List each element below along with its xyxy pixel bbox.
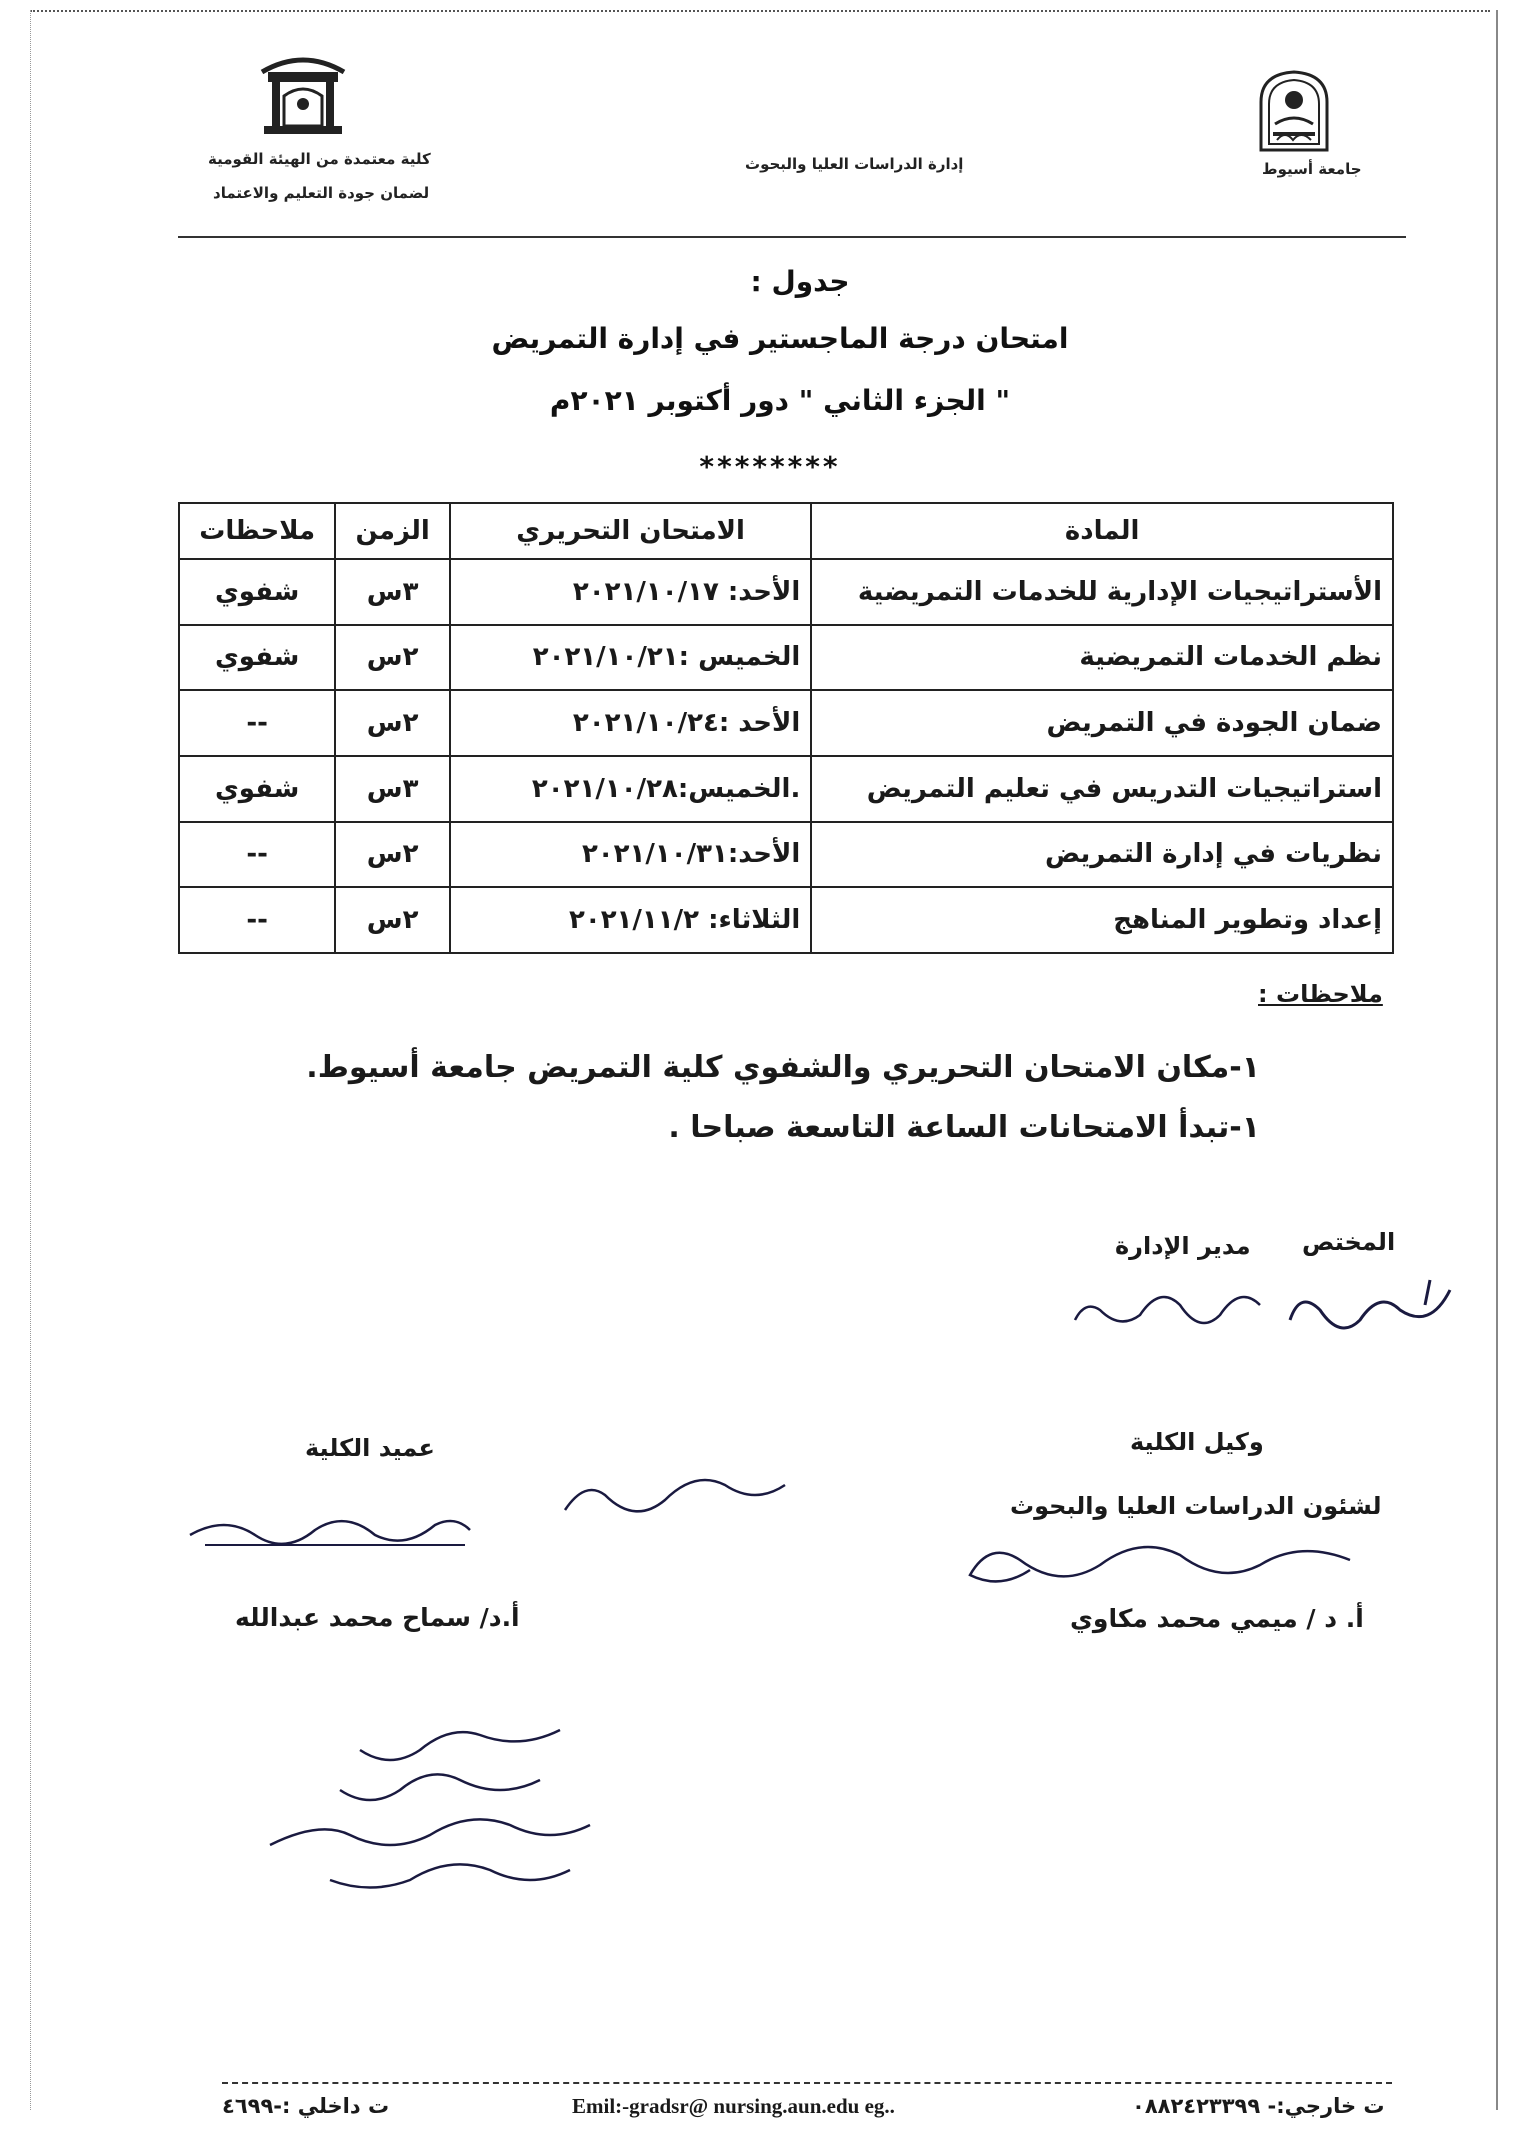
handwritten-annotation-center	[555, 1465, 795, 1545]
subject-cell: الأستراتيجيات الإدارية للخدمات التمريضية	[811, 559, 1393, 625]
handwritten-approval-note	[260, 1720, 600, 1900]
table-row	[179, 690, 1393, 756]
specialist-label: المختص	[1302, 1228, 1396, 1256]
scan-border-right	[1496, 10, 1498, 2110]
note-item-2: ١-تبدأ الامتحانات الساعة التاسعة صباحا .	[668, 1110, 1260, 1145]
written-exam-cell: الأحد: ٢٠٢١/١٠/١٧	[450, 559, 811, 625]
vice-dean-name: أ. د / ميمي محمد مكاوي	[1070, 1604, 1364, 1633]
specialist-signature	[1280, 1270, 1460, 1350]
written-exam-cell: الخميس :٢٠٢١/١٠/٢١	[450, 625, 811, 691]
header-notes: ملاحظات	[179, 503, 335, 559]
header-divider	[178, 236, 1406, 238]
time-cell: ٢س	[335, 822, 450, 888]
title-stars: ********	[699, 450, 841, 483]
accreditation-logo	[258, 52, 348, 136]
table-row	[179, 887, 1393, 953]
time-cell: ٢س	[335, 625, 450, 691]
vice-dean-subtitle: لشئون الدراسات العليا والبحوث	[1010, 1492, 1382, 1520]
department-name: إدارة الدراسات العليا والبحوث	[745, 155, 964, 173]
vice-dean-signature	[960, 1520, 1360, 1600]
admin-director-label: مدير الإدارة	[1115, 1232, 1251, 1260]
table-row	[179, 756, 1393, 822]
header-subject: المادة	[811, 503, 1393, 559]
email-address: Emil:-gradsr@ nursing.aun.edu eg..	[572, 2094, 895, 2118]
dean-title: عميد الكلية	[305, 1434, 435, 1462]
schedule-label: جدول :	[750, 265, 850, 298]
subject-cell: نظم الخدمات التمريضية	[811, 625, 1393, 691]
written-exam-cell: الأحد :٢٠٢١/١٠/٢٤	[450, 690, 811, 756]
written-exam-cell: الأحد:٢٠٢١/١٠/٣١	[450, 822, 811, 888]
notes-cell: --	[179, 822, 335, 888]
university-name: جامعة أسيوط	[1262, 160, 1362, 178]
vice-dean-title: وكيل الكلية	[1130, 1428, 1264, 1456]
table-row	[179, 822, 1393, 888]
written-exam-cell: .الخميس:٢٠٢١/١٠/٢٨	[450, 756, 811, 822]
note-item-1: ١-مكان الامتحان التحريري والشفوي كلية التمريض جامعة أسيوط.	[306, 1050, 1260, 1085]
subject-cell: إعداد وتطوير المناهج	[811, 887, 1393, 953]
time-cell: ٢س	[335, 887, 450, 953]
notes-cell: --	[179, 690, 335, 756]
university-logo	[1255, 68, 1333, 152]
time-cell: ٣س	[335, 756, 450, 822]
subject-cell: نظريات في إدارة التمريض	[811, 822, 1393, 888]
written-exam-cell: الثلاثاء: ٢٠٢١/١١/٢	[450, 887, 811, 953]
accreditation-line-2: لضمان جودة التعليم والاعتماد	[213, 184, 430, 202]
scan-border-top	[30, 10, 1490, 12]
notes-heading: ملاحظات :	[1258, 980, 1383, 1008]
notes-cell: --	[179, 887, 335, 953]
footer-divider	[222, 2082, 1392, 2084]
notes-cell: شفوي	[179, 625, 335, 691]
dean-name: أ.د/ سماح محمد عبدالله	[235, 1603, 520, 1632]
header-written-exam: الامتحان التحريري	[450, 503, 811, 559]
header-time: الزمن	[335, 503, 450, 559]
accreditation-line-1: كلية معتمدة من الهيئة القومية	[208, 150, 431, 168]
admin-director-signature	[1070, 1275, 1270, 1345]
notes-cell: شفوي	[179, 559, 335, 625]
subject-cell: استراتيجيات التدريس في تعليم التمريض	[811, 756, 1393, 822]
time-cell: ٣س	[335, 559, 450, 625]
external-phone: ت خارجي:- ٠٨٨٢٤٢٣٣٩٩	[1132, 2094, 1385, 2118]
time-cell: ٢س	[335, 690, 450, 756]
exam-title: امتحان درجة الماجستير في إدارة التمريض	[491, 322, 1069, 355]
scan-border-left	[30, 10, 31, 2110]
subject-cell: ضمان الجودة في التمريض	[811, 690, 1393, 756]
dean-signature	[185, 1505, 475, 1565]
notes-cell: شفوي	[179, 756, 335, 822]
table-header-row	[179, 503, 1393, 559]
exam-subtitle: " الجزء الثاني " دور أكتوبر ٢٠٢١م	[549, 384, 1011, 417]
table-row	[179, 559, 1393, 625]
internal-phone: ت داخلي :-٤٦٩٩	[222, 2094, 390, 2118]
table-row	[179, 625, 1393, 691]
exam-schedule-table	[178, 502, 1394, 954]
